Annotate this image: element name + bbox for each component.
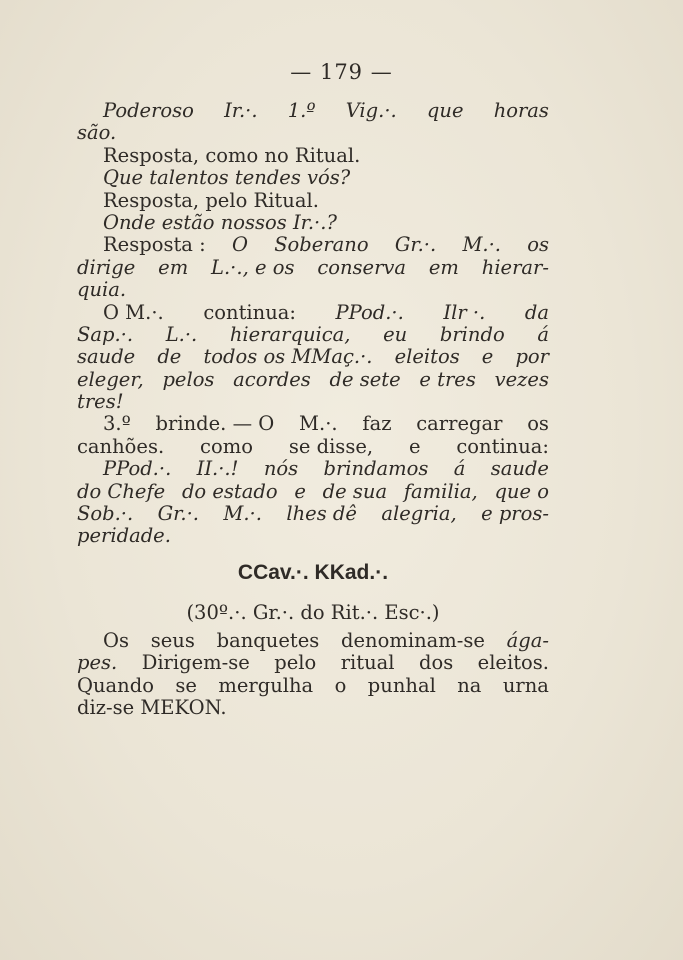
text-line: dirige em L.·., e os conserva em hierar- xyxy=(77,255,549,279)
text-line: diz-se MEKON. xyxy=(77,695,227,719)
ritual-subtitle: (30º.·. Gr.·. do Rit.·. Esc·.) xyxy=(186,600,440,624)
text-line: eleger, pelos acordes de sete e tres vezes xyxy=(77,367,549,391)
text-line: Os seus banquetes denominam-se ága- xyxy=(103,628,549,652)
text-line: Resposta, como no Ritual. xyxy=(103,143,361,167)
text-line: tres! xyxy=(77,390,124,414)
text-line: são. xyxy=(77,121,117,145)
text-line: Que talentos tendes vós? xyxy=(103,166,351,190)
page-number: — 179 — xyxy=(290,60,393,84)
text-line: canhões. como se disse, e continua: xyxy=(77,434,549,458)
text-line: Sob.·. Gr.·. M.·. lhes dê alegria, e pros- xyxy=(77,502,549,526)
page-text xyxy=(77,100,549,719)
text-line: peridade. xyxy=(77,524,171,548)
text-line: Poderoso Ir.·. 1.º Vig.·. que horas xyxy=(103,99,549,122)
text-line: quia. xyxy=(77,278,127,302)
text-line: saude de todos os MMaç.·. eleitos e por xyxy=(77,345,549,369)
text-line: Resposta, pelo Ritual. xyxy=(103,188,319,212)
text-line: pes. Dirigem-se pelo ritual dos eleitos. xyxy=(77,651,549,675)
text-line: do Chefe do estado e de sua familia, que o xyxy=(77,479,549,503)
text-line: Onde estão nossos Ir.·.? xyxy=(103,210,337,234)
text-line: Resposta : O Soberano Gr.·. M.·. os xyxy=(103,233,549,257)
text-line: O M.·. continua: PPod.·. Ilr ·. da xyxy=(103,300,549,324)
text-line: 3.º brinde. — O M.·. faz carregar os xyxy=(103,412,549,436)
text-line: Sap.·. L.·. hierarquica, eu brindo á xyxy=(77,322,549,346)
section-heading: CCav.·. KKad.·. xyxy=(237,560,389,584)
text-line: Quando se mergulha o punhal na urna xyxy=(77,673,549,697)
text-line: PPod.·. II.·.! nós brindamos á saude xyxy=(103,457,549,481)
